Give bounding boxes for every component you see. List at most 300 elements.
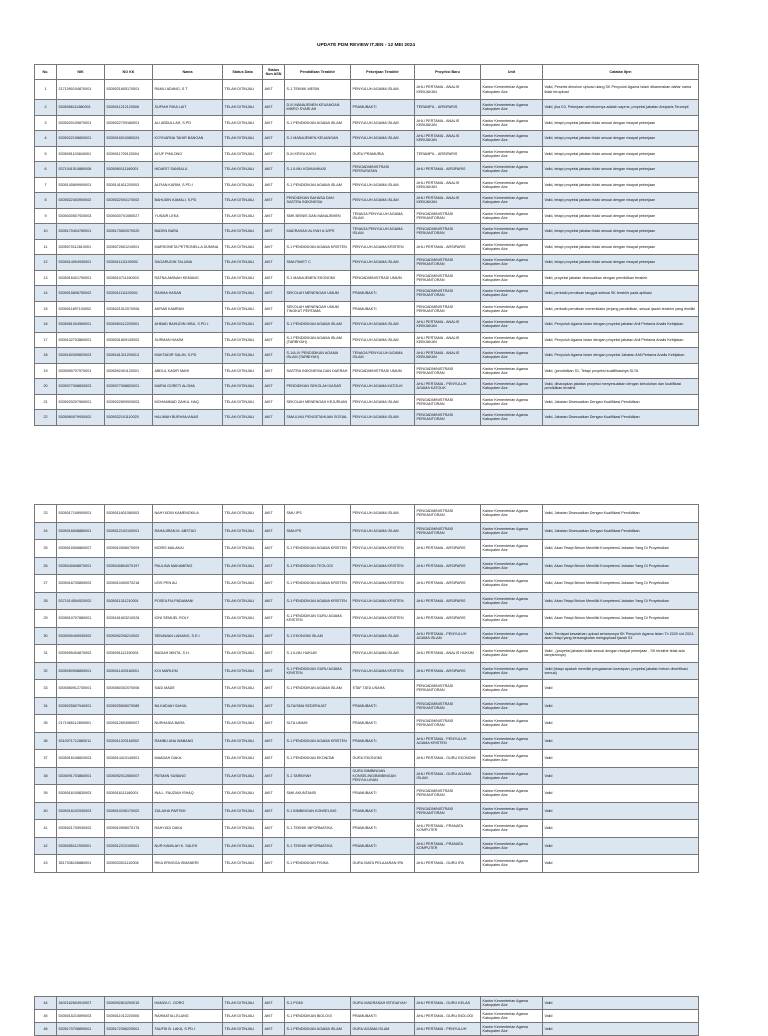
cell-nik: 5305025607940001	[57, 697, 105, 715]
cell-status-data: TELAH DITINJAU	[223, 363, 263, 379]
cell-nama: RAHMATIA LELANG	[153, 1010, 223, 1023]
cell-pendidikan: S-1 PENDIDIKAN AGAMA KRISTEN	[285, 732, 351, 750]
cell-nama: BAIDAH MINTA, S.H.	[153, 645, 223, 663]
cell-pekerjaan: PENYULUH AGAMA KRISTEN	[351, 592, 415, 610]
cell-pendidikan: SEKOLAH MENENGAH KEJURUAN	[285, 394, 351, 410]
cell-catatan: Valid, Jabatan Disesuaikan Dengan Kualifikasi Pendidikan	[543, 505, 699, 523]
table-row	[35, 80, 699, 100]
cell-pekerjaan: GURU PRAMURIA	[351, 146, 415, 162]
cell-status-non-asn: AKIT	[263, 505, 285, 523]
cell-pendidikan: S-1 PENDIDIKAN AGAMA ISLAM	[285, 1023, 351, 1036]
cell-catatan: Valid, jika D3, Pekerjaan sebelumnya adalah saprns, proyeksi jabatan Arsiparis Terampil	[543, 100, 699, 116]
cell-nik: 5305016608880001	[57, 522, 105, 540]
table-row	[35, 115, 699, 131]
cell-pendidikan: S-1 PENDIDIKAN FISIKA	[285, 855, 351, 873]
cell-status-data: TELAH DITINJAU	[223, 837, 263, 855]
cell-no-kk: 5305011012220005	[105, 1010, 153, 1023]
cell-catatan: Valid	[543, 750, 699, 768]
cell-status-non-asn: AKIT	[263, 820, 285, 838]
cell-unit: Kantor Kementerian Agama Kabupaten Alor	[481, 162, 543, 178]
cell-catatan: Valid	[543, 697, 699, 715]
cell-proyeksi: PENGADMINISTRASI PERKANTORAN	[415, 680, 481, 698]
cell-no: 7	[35, 177, 57, 193]
cell-no-kk: 5305141811200003	[105, 177, 153, 193]
cell-status-data: TELAH DITINJAU	[223, 610, 263, 628]
cell-status-data: TELAH DITINJAU	[223, 575, 263, 593]
cell-no: 46	[35, 1023, 57, 1036]
cell-nama: HIDARIT SANSALU	[153, 162, 223, 178]
table-row	[35, 802, 699, 820]
cell-catatan: Valid, Akan Tetapi Belum Memiliki Kompetensi Jabatan Yang Di Proyeksikan	[543, 575, 699, 593]
cell-no-kk: 5305021512070006	[105, 301, 153, 317]
cell-catatan: Valid, tetapi proyeksi jabatan tidak sesuai dengan riwayat pekerjaan	[543, 239, 699, 255]
cell-no-kk: 5305170802070020	[105, 224, 153, 240]
table-row	[35, 855, 699, 873]
cell-pekerjaan: PENYULUH AGAMA ISLAM	[351, 645, 415, 663]
cell-no-kk: 5305030701080027	[105, 208, 153, 224]
cell-pendidikan: D-III KRIYA KAYU	[285, 146, 351, 162]
cell-unit: Kantor Kementerian Agama Kabupaten Alor	[481, 363, 543, 379]
cell-status-data: TELAH DITINJAU	[223, 332, 263, 348]
cell-proyeksi: AHLI PERTAMA - ANALIS KEBIJAKAN	[415, 177, 481, 193]
cell-pekerjaan: PENGADMINISTRASI PERSURATAN	[351, 162, 415, 178]
cell-pekerjaan: PRAMUBAKTI	[351, 715, 415, 733]
table-row	[35, 697, 699, 715]
cell-unit: Kantor Kementerian Agama Kabupaten Alor	[481, 239, 543, 255]
cell-pekerjaan: PRAMUBAKTI	[351, 785, 415, 803]
cell-no: 28	[35, 592, 57, 610]
cell-nik: 5305160309820003	[57, 348, 105, 364]
cell-unit: Kantor Kementerian Agama Kabupaten Alor	[481, 80, 543, 100]
cell-nik: 5371014504920002	[57, 592, 105, 610]
cell-pendidikan: S-1 TEKNIK INFORMATIKA	[285, 837, 351, 855]
cell-unit: Kantor Kementerian Agama Kabupaten Alor	[481, 697, 543, 715]
cell-nama: HAMZA C. GORO	[153, 997, 223, 1010]
cell-no: 1	[35, 80, 57, 100]
cell-catatan: Valid, tetapi proyeksi jabatan tidak sesuai dengan riwayat pekerjaan	[543, 131, 699, 147]
cell-pekerjaan: PENYULUH AGAMA ISLAM	[351, 332, 415, 348]
cell-nik: 5305011897100002	[57, 301, 105, 317]
cell-nik: 5305140809900001	[57, 177, 105, 193]
cell-status-data: TELAH DITINJAU	[223, 115, 263, 131]
cell-nama: SAID MADE	[153, 680, 223, 698]
cell-status-non-asn: AKIT	[263, 115, 285, 131]
cell-status-non-asn: AKIT	[263, 767, 285, 785]
cell-catatan: Valid	[543, 1023, 699, 1036]
cell-nama: RIKA ERNGGA ISMANERI	[153, 855, 223, 873]
column-header: Pekerjaan Terakhir	[351, 65, 415, 80]
cell-status-non-asn: AKIT	[263, 802, 285, 820]
table-header-row	[35, 65, 699, 80]
cell-no-kk: 5305012210190001	[105, 837, 153, 855]
table-row	[35, 286, 699, 302]
cell-no: 10	[35, 224, 57, 240]
cell-nama: YUSAIR LEKA	[153, 208, 223, 224]
cell-pekerjaan: PRAMUBAKTI	[351, 802, 415, 820]
cell-no: 9	[35, 208, 57, 224]
cell-proyeksi: AHLI PERTAMA - ARSIPARIS	[415, 239, 481, 255]
cell-proyeksi: AHLI PERTAMA - ARSIPARIS	[415, 592, 481, 610]
cell-pekerjaan: PRAMUBAKTI	[351, 301, 415, 317]
cell-status-non-asn: AKIT	[263, 100, 285, 116]
cell-no-kk: 5305011111190002	[105, 255, 153, 271]
cell-pendidikan: SMU IPS	[285, 505, 351, 523]
cell-pekerjaan: GURU EKONOMI	[351, 750, 415, 768]
cell-status-data: TELAH DITINJAU	[223, 802, 263, 820]
cell-no-kk: 5305033011110008	[105, 855, 153, 873]
cell-unit: Kantor Kementerian Agama Kabupaten Alor	[481, 610, 543, 628]
cell-unit: Kantor Kementerian Agama Kabupaten Alor	[481, 802, 543, 820]
cell-catatan: Valid, Terdapat kesalahan upload seharusnya SK Penyuluh Agama Islam Th 2020 s/d 2024. akan tetapi yang bersangkutan mengupload ijazah S1	[543, 627, 699, 645]
cell-status-data: TELAH DITINJAU	[223, 146, 263, 162]
cell-status-data: TELAH DITINJAU	[223, 750, 263, 768]
cell-unit: Kantor Kementerian Agama Kabupaten Alor	[481, 131, 543, 147]
cell-nik: 5305060079930002	[57, 410, 105, 426]
cell-catatan: Valid, Akan Tetapi Belum Memiliki Kompetensi Jabatan Yang Di Proyeksikan	[543, 592, 699, 610]
cell-pendidikan: PENDIDIKAN BAHASA DAN SASTRA INDONESIA	[285, 193, 351, 209]
cell-catatan: Valid	[543, 732, 699, 750]
cell-proyeksi: AHLI PERTAMA - PENYULUH AGAMA KATOLIK	[415, 379, 481, 395]
cell-nik: 5305170404780001	[57, 224, 105, 240]
cell-proyeksi: AHLI PERTAMA - ANALIS HUKUM	[415, 645, 481, 663]
cell-no-kk: 5305010906070176	[105, 820, 153, 838]
cell-nama: NUR KAMILAH K. SALEH	[153, 837, 223, 855]
cell-nama: BADEN BARA	[153, 224, 223, 240]
cell-catatan: Valid, Akan Tetapi Belum Memiliki Kompetensi Jabatan Yang Di Proyeksikan	[543, 610, 699, 628]
cell-status-non-asn: AKIT	[263, 785, 285, 803]
cell-status-data: TELAH DITINJAU	[223, 301, 263, 317]
cell-proyeksi: PENGADMINISTRASI PERKANTORAN	[415, 505, 481, 523]
cell-catatan: Valid, Penyuluh Agama Islam dengan proyeksi jabatan Ahli Pertama Analis Kebijakan	[543, 332, 699, 348]
cell-proyeksi: AHLI PERTAMA - ARSIPARIS	[415, 540, 481, 558]
cell-nama: HALIMAH BURHAN ANAS	[153, 410, 223, 426]
cell-unit: Kantor Kementerian Agama Kabupaten Alor	[481, 379, 543, 395]
cell-nik: 5310071712880011	[57, 732, 105, 750]
table-row	[35, 610, 699, 628]
cell-status-non-asn: AKIT	[263, 610, 285, 628]
cell-pendidikan: SMK BISNIS DAN MANAJEMEN	[285, 208, 351, 224]
cell-nik: 5305077008830003	[57, 379, 105, 395]
review-table-2	[34, 504, 699, 873]
cell-pendidikan: S-1 TEKNIK INFORMATIKA	[285, 820, 351, 838]
cell-status-non-asn: AKIT	[263, 715, 285, 733]
cell-unit: Kantor Kementerian Agama Kabupaten Alor	[481, 575, 543, 593]
table-row	[35, 162, 699, 178]
cell-unit: Kantor Kementerian Agama Kabupaten Alor	[481, 855, 543, 873]
cell-catatan: Valid (tetapi apakah memiliki pengalaman kearsipan, proyeksi jabatan belum diverifikasi semua)	[543, 662, 699, 680]
cell-pekerjaan: PRAMUBAKTI	[351, 1010, 415, 1023]
cell-no-kk: 5305012603080007	[105, 715, 153, 733]
cell-no: 33	[35, 680, 57, 698]
cell-no-kk: 5305011709120004	[105, 146, 153, 162]
cell-status-non-asn: AKIT	[263, 662, 285, 680]
cell-pekerjaan: PENYULUH AGAMA ISLAM	[351, 627, 415, 645]
cell-nik: 5305016401790001	[57, 270, 105, 286]
cell-status-data: TELAH DITINJAU	[223, 1010, 263, 1023]
cell-pekerjaan: PRAMUBAKTI	[351, 100, 415, 116]
cell-unit: Kantor Kementerian Agama Kabupaten Alor	[481, 100, 543, 116]
cell-proyeksi: PENGADMINISTRASI PERKANTORAN	[415, 363, 481, 379]
cell-nama: LEIS PEN AU	[153, 575, 223, 593]
cell-catatan: Valid	[543, 802, 699, 820]
cell-status-data: TELAH DITINJAU	[223, 645, 263, 663]
cell-unit: Kantor Kementerian Agama Kabupaten Alor	[481, 645, 543, 663]
column-header: NO KK	[105, 65, 153, 80]
table-row	[35, 732, 699, 750]
table-row	[35, 785, 699, 803]
table-row	[35, 540, 699, 558]
cell-status-data: TELAH DITINJAU	[223, 379, 263, 395]
cell-pekerjaan: PENYULUH AGAMA ISLAM	[351, 177, 415, 193]
cell-catatan: Valid	[543, 855, 699, 873]
cell-unit: Kantor Kementerian Agama Kabupaten Alor	[481, 540, 543, 558]
cell-pendidikan: SMK AKUNTANSI	[285, 785, 351, 803]
cell-pendidikan: S-1 ILMU HUKUM	[285, 645, 351, 663]
cell-pekerjaan: STAF TATA USAHA	[351, 680, 415, 698]
cell-status-non-asn: AKIT	[263, 394, 285, 410]
cell-unit: Kantor Kementerian Agama Kabupaten Alor	[481, 208, 543, 224]
table-row	[35, 1010, 699, 1023]
table-row	[35, 750, 699, 768]
cell-no-kk: 5305072601210001	[105, 239, 153, 255]
cell-no-kk: 5305092810200015	[105, 997, 153, 1010]
cell-proyeksi: AHLI PERTAMA - ANALIS KEBIJAKAN	[415, 332, 481, 348]
cell-nik: 5305015506860007	[57, 540, 105, 558]
cell-nama: KOYDARNA TAHIR BANGAN	[153, 131, 223, 147]
cell-proyeksi: AHLI PERTAMA - GURU BIOLOGI	[415, 1010, 481, 1023]
cell-status-non-asn: AKIT	[263, 540, 285, 558]
cell-no: 21	[35, 394, 57, 410]
cell-pendidikan: S-1 PENDIDIKAN GURU AGAMA KRISTEN	[285, 662, 351, 680]
column-header: No.	[35, 65, 57, 80]
cell-status-data: TELAH DITINJAU	[223, 680, 263, 698]
cell-status-non-asn: AKIT	[263, 750, 285, 768]
cell-nik: 5305016108820003	[57, 750, 105, 768]
cell-nik: 5305016705850003	[57, 575, 105, 593]
cell-nama: RAHMA HASAN	[153, 286, 223, 302]
cell-status-data: TELAH DITINJAU	[223, 715, 263, 733]
cell-unit: Kantor Kementerian Agama Kabupaten Alor	[481, 505, 543, 523]
cell-pekerjaan: PENYULUH AGAMA ISLAM	[351, 317, 415, 333]
cell-nik: 5305016105830003	[57, 785, 105, 803]
cell-no-kk: 5305022809920003	[105, 394, 153, 410]
column-header: Nama	[153, 65, 223, 80]
cell-status-non-asn: AKIT	[263, 363, 285, 379]
cell-unit: Kantor Kementerian Agama Kabupaten Alor	[481, 820, 543, 838]
cell-pekerjaan: PENYULUH AGAMA ISLAM	[351, 394, 415, 410]
cell-pekerjaan: PRAMUBAKTI	[351, 732, 415, 750]
cell-nama: ZULAIHA PARTIMI	[153, 802, 223, 820]
cell-nik: 3517036106880001	[57, 855, 105, 873]
table-row	[35, 177, 699, 193]
cell-proyeksi: AHLI PERTAMA - ARSIPARIS	[415, 575, 481, 593]
cell-catatan: Valid	[543, 820, 699, 838]
table-row	[35, 820, 699, 838]
cell-status-data: TELAH DITINJAU	[223, 540, 263, 558]
cell-status-non-asn: AKIT	[263, 301, 285, 317]
cell-nik: 5305015806750002	[57, 286, 105, 302]
cell-proyeksi: PENGADMINISTRASI PERKANTORAN	[415, 785, 481, 803]
cell-nik: 5305090406930002	[57, 627, 105, 645]
cell-status-data: TELAH DITINJAU	[223, 627, 263, 645]
cell-pekerjaan: PENYULUH AGAMA ISLAM	[351, 522, 415, 540]
cell-unit: Kantor Kementerian Agama Kabupaten Alor	[481, 410, 543, 426]
cell-catatan: Valid	[543, 680, 699, 698]
cell-no: 35	[35, 715, 57, 733]
cell-unit: Kantor Kementerian Agama Kabupaten Alor	[481, 592, 543, 610]
cell-nama: RAMBU ANA WABANG	[153, 732, 223, 750]
cell-nik: 5305015210890003	[57, 1010, 105, 1023]
cell-nama: RATNA AMINAH KEMANG	[153, 270, 223, 286]
cell-pendidikan: D-III MANAJEMEN KEUANGAN MIKRO SYARI AH	[285, 100, 351, 116]
cell-proyeksi: PENGADMINISTRASI PERKANTORAN	[415, 715, 481, 733]
cell-pendidikan: S-1 PENDIDIKAN EKONOMI	[285, 750, 351, 768]
cell-status-data: TELAH DITINJAU	[223, 255, 263, 271]
cell-status-data: TELAH DITINJAU	[223, 394, 263, 410]
cell-unit: Kantor Kementerian Agama Kabupaten Alor	[481, 557, 543, 575]
cell-status-non-asn: AKIT	[263, 997, 285, 1010]
cell-no-kk: 5305011311210001	[105, 592, 153, 610]
column-header: Status Data	[223, 65, 263, 80]
cell-pendidikan: SEKOLAH MENENGAH UMUM	[285, 286, 351, 302]
cell-status-non-asn: AKIT	[263, 208, 285, 224]
document-title: UPDATE PDM REVIEW ITJEN - 12 MEI 2024	[316, 43, 415, 48]
cell-nama: AKRAB KAMRAN	[153, 301, 223, 317]
cell-pendidikan: S-1 PENDIDIKAN AGAMA ISLAM	[285, 317, 351, 333]
cell-no-kk: 5305172306220001	[105, 1023, 153, 1036]
cell-pendidikan: SMA ILMU PENGETAHUAN SOSIAL	[285, 410, 351, 426]
column-header: Proyeksi Baru	[415, 65, 481, 80]
table-row	[35, 592, 699, 610]
cell-proyeksi: AHLI PERTAMA - ARSIPARIS	[415, 610, 481, 628]
cell-unit: Kantor Kementerian Agama Kabupaten Alor	[481, 997, 543, 1010]
cell-status-non-asn: AKIT	[263, 177, 285, 193]
cell-nik: 5305020207960001	[57, 394, 105, 410]
table-row	[35, 575, 699, 593]
cell-proyeksi: PENGADMINISTRASI PERKANTORAN	[415, 802, 481, 820]
cell-nik: 5305090707970001	[57, 363, 105, 379]
cell-pekerjaan: PENGADMINISTRASI UMUM	[351, 270, 415, 286]
cell-catatan: Valid , (proyeksi jabatan tidak sesuai dengan riwayat pekerjaan , SK terakhir tidak ada lampirannya)	[543, 645, 699, 663]
cell-proyeksi: AHLI PERTAMA - PENYULUH AGAMA ISLAM	[415, 627, 481, 645]
cell-nama: BAHUDIN KAMALI, S.PD	[153, 193, 223, 209]
cell-pendidikan: S-1 ILMU KOMUNIKASI	[285, 162, 351, 178]
review-table-1	[34, 64, 699, 426]
cell-no: 6	[35, 162, 57, 178]
cell-nik: 5305017108900001	[57, 505, 105, 523]
cell-pendidikan: MADRASAH ALIYAH A.3/IPS	[285, 224, 351, 240]
cell-catatan: Valid	[543, 767, 699, 785]
cell-no-kk: 5305092012060007	[105, 767, 153, 785]
cell-no: 17	[35, 332, 57, 348]
cell-status-data: TELAH DITINJAU	[223, 193, 263, 209]
table-row	[35, 522, 699, 540]
cell-proyeksi: PENGADMINISTRASI PERKANTORAN	[415, 224, 481, 240]
cell-catatan: Valid, tetapi proyeksi jabatan tidak sesuai dengan riwayat pekerjaan	[543, 224, 699, 240]
cell-no: 12	[35, 255, 57, 271]
table-row	[35, 997, 699, 1010]
cell-no-kk: 5305011212120006	[105, 100, 153, 116]
table-row	[35, 193, 699, 209]
cell-status-data: TELAH DITINJAU	[223, 317, 263, 333]
cell-catatan: Valid, perbaiki penulisan nomenklatur jenjang pendidikan, sesuai ijazah terakhir yang dimiliki	[543, 301, 699, 317]
cell-catatan: Valid	[543, 785, 699, 803]
cell-catatan: Valid, tetapi proyeksi jabatan tidak sesuai dengan riwayat pekerjaan	[543, 208, 699, 224]
cell-catatan: Valid	[543, 1010, 699, 1023]
cell-status-non-asn: AKIT	[263, 131, 285, 147]
cell-no-kk: 5305060302070006	[105, 680, 153, 698]
cell-unit: Kantor Kementerian Agama Kabupaten Alor	[481, 715, 543, 733]
cell-nama: RAMLI ADANG, S.T	[153, 80, 223, 100]
cell-pekerjaan: PENYULUH AGAMA ISLAM	[351, 193, 415, 209]
cell-proyeksi: AHLI PERTAMA - ANALIS KEBIJAKAN	[415, 80, 481, 100]
table-row	[35, 767, 699, 785]
cell-pekerjaan: GURU BIMBINGAN KONSELING/BIMBINGAN PENYULUHAN	[351, 767, 415, 785]
table-row	[35, 645, 699, 663]
cell-pekerjaan: PENYULUH AGAMA ISLAM	[351, 255, 415, 271]
cell-catatan: Valid, Peserta dimohon upload ulang SK Penyuluh Agama Islam dikarenakan daftar nama tidak terupload	[543, 80, 699, 100]
cell-unit: Kantor Kementerian Agama Kabupaten Alor	[481, 224, 543, 240]
cell-status-non-asn: AKIT	[263, 224, 285, 240]
table-row	[35, 131, 699, 147]
cell-nik: 5305022403900002	[57, 193, 105, 209]
table-row	[35, 100, 699, 116]
cell-status-data: TELAH DITINJAU	[223, 997, 263, 1010]
cell-status-non-asn: AKIT	[263, 645, 285, 663]
cell-nik: 3402162604910007	[57, 997, 105, 1010]
cell-pendidikan: S-1 PENDIDIKAN AGAMA KRISTEN	[285, 592, 351, 610]
cell-no-kk: 5305025506070085	[105, 697, 153, 715]
cell-nik: 5305016102930003	[57, 802, 105, 820]
document-page-3	[34, 996, 698, 1036]
cell-pendidikan: S-1 PENDIDIKAN AGAMA KRISTEN	[285, 540, 351, 558]
cell-status-non-asn: AKIT	[263, 379, 285, 395]
cell-nama: KOI MARLEM	[153, 662, 223, 680]
cell-nik: 5305010707880001	[57, 610, 105, 628]
cell-status-non-asn: AKIT	[263, 270, 285, 286]
cell-unit: Kantor Kementerian Agama Kabupaten Alor	[481, 785, 543, 803]
cell-status-non-asn: AKIT	[263, 1023, 285, 1036]
cell-catatan: Valid	[543, 715, 699, 733]
cell-nik: 5305095404870002	[57, 645, 105, 663]
cell-pekerjaan: TENAGA PENYULUH AGAMA ISLAM	[351, 224, 415, 240]
cell-unit: Kantor Kementerian Agama Kabupaten Alor	[481, 680, 543, 698]
cell-catatan: Valid, tetapi proyeksi jabatan tidak sesuai dengan riwayat pekerjaan	[543, 115, 699, 131]
cell-status-data: TELAH DITINJAU	[223, 855, 263, 873]
cell-status-non-asn: AKIT	[263, 680, 285, 698]
cell-nama: RAHYUDI DAKA	[153, 820, 223, 838]
cell-catatan: Valid	[543, 837, 699, 855]
cell-unit: Kantor Kementerian Agama Kabupaten Alor	[481, 270, 543, 286]
cell-nama: NAHYUDIN KAMENGKILA	[153, 505, 223, 523]
cell-no: 43	[35, 855, 57, 873]
cell-unit: Kantor Kementerian Agama Kabupaten Alor	[481, 1023, 543, 1036]
cell-catatan: Valid, tetapi proyeksi jabatan tidak sesuai dengan riwayat pekerjaan	[543, 255, 699, 271]
cell-status-non-asn: AKIT	[263, 193, 285, 209]
cell-no: 19	[35, 363, 57, 379]
cell-status-non-asn: AKIT	[263, 286, 285, 302]
column-header: Catatan Itjen	[543, 65, 699, 80]
cell-status-non-asn: AKIT	[263, 146, 285, 162]
cell-status-non-asn: AKIT	[263, 837, 285, 855]
cell-unit: Kantor Kementerian Agama Kabupaten Alor	[481, 332, 543, 348]
cell-unit: Kantor Kementerian Agama Kabupaten Alor	[481, 301, 543, 317]
cell-pekerjaan: PRAMUBAKTI	[351, 286, 415, 302]
cell-pendidikan: S-1 PENDIDIKAN BIOLOGI	[285, 1010, 351, 1023]
cell-status-non-asn: AKIT	[263, 697, 285, 715]
cell-nik: 5305014904930001	[57, 255, 105, 271]
cell-proyeksi: TERAMPIL - ARSIPARIS	[415, 100, 481, 116]
